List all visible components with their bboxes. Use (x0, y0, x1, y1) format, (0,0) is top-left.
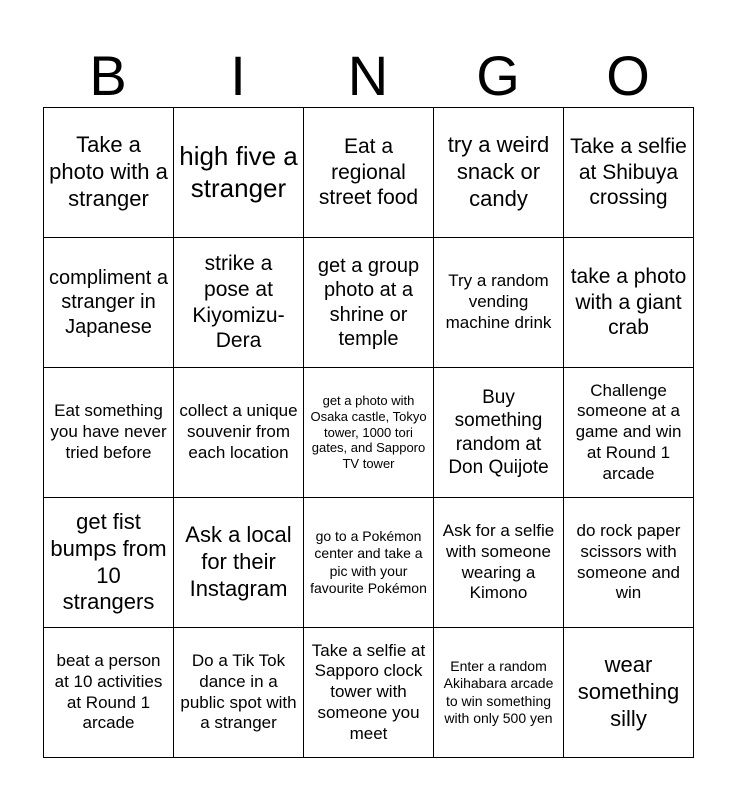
header-letter-g: G (476, 44, 520, 107)
bingo-header (43, 46, 693, 106)
bingo-cell[interactable]: compliment a stranger in Japanese (44, 238, 174, 368)
bingo-cell[interactable]: try a weird snack or candy (434, 108, 564, 238)
bingo-cell[interactable]: beat a person at 10 activities at Round 1 arcade (44, 628, 174, 758)
bingo-cell[interactable]: high five a stranger (174, 108, 304, 238)
bingo-cell[interactable]: get fist bumps from 10 strangers (44, 498, 174, 628)
grid-row (44, 108, 694, 238)
bingo-cell[interactable]: Enter a random Akihabara arcade to win something with only 500 yen (434, 628, 564, 758)
grid-row (44, 628, 694, 758)
bingo-cell[interactable]: get a group photo at a shrine or temple (304, 238, 434, 368)
bingo-cell[interactable]: Do a Tik Tok dance in a public spot with a stranger (174, 628, 304, 758)
header-letter-n: N (347, 44, 389, 107)
bingo-cell[interactable]: do rock paper scissors with someone and win (564, 498, 694, 628)
grid-row (44, 238, 694, 368)
bingo-cell[interactable]: Ask for a selfie with someone wearing a Kimono (434, 498, 564, 628)
bingo-cell[interactable]: get a photo with Osaka castle, Tokyo tower, 1000 tori gates, and Sapporo TV tower (304, 368, 434, 498)
bingo-cell[interactable]: take a photo with a giant crab (564, 238, 694, 368)
bingo-cell[interactable]: Take a photo with a stranger (44, 108, 174, 238)
header-letter-b: B (89, 44, 127, 107)
header-letter-i: I (230, 44, 246, 107)
bingo-cell[interactable]: strike a pose at Kiyomizu-Dera (174, 238, 304, 368)
grid-row (44, 368, 694, 498)
bingo-cell[interactable]: Try a random vending machine drink (434, 238, 564, 368)
bingo-cell[interactable]: Take a selfie at Sapporo clock tower with someone you meet (304, 628, 434, 758)
bingo-cell[interactable]: Eat a regional street food (304, 108, 434, 238)
bingo-cell[interactable]: Eat something you have never tried before (44, 368, 174, 498)
grid-row (44, 498, 694, 628)
bingo-cell[interactable]: Challenge someone at a game and win at Round 1 arcade (564, 368, 694, 498)
bingo-cell[interactable]: Take a selfie at Shibuya crossing (564, 108, 694, 238)
bingo-cell[interactable]: go to a Pokémon center and take a pic with your favourite Pokémon (304, 498, 434, 628)
header-letter-o: O (606, 44, 650, 107)
bingo-grid (43, 107, 694, 758)
bingo-cell[interactable]: Buy something random at Don Quijote (434, 368, 564, 498)
bingo-cell[interactable]: collect a unique souvenir from each location (174, 368, 304, 498)
bingo-cell[interactable]: Ask a local for their Instagram (174, 498, 304, 628)
bingo-cell[interactable]: wear something silly (564, 628, 694, 758)
